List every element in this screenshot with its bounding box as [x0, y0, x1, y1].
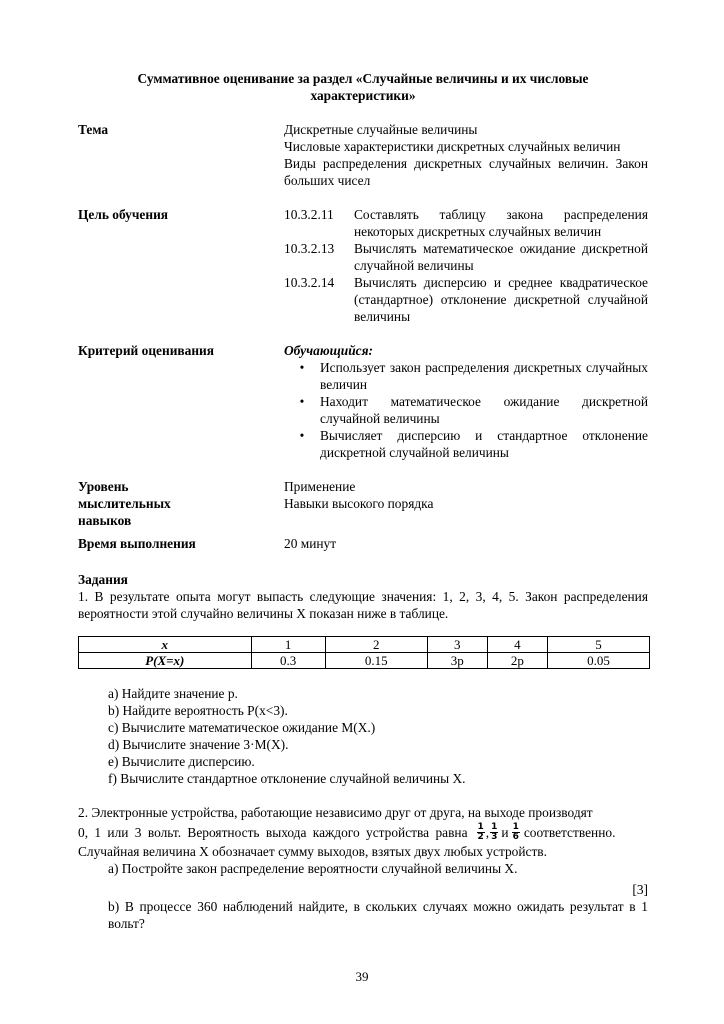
topic-row	[78, 121, 648, 189]
title-line-1: Суммативное оценивание за раздел «Случайные величины и их числовые	[137, 71, 589, 86]
criteria-intro: Обучающийся:	[284, 343, 373, 358]
task-2-question-a: a) Постройте закон распределение вероятности случайной величины X.	[108, 861, 518, 876]
goal-item	[284, 240, 648, 274]
task-2-text: соответственно.	[523, 824, 616, 840]
bullet-icon: •	[299, 360, 305, 375]
fraction: $\frac{1}{6}$	[512, 821, 519, 842]
time-label: Время выполнения	[78, 536, 196, 551]
goal-text: Вычислять математическое ожидание дискретной случайной величины	[354, 241, 648, 273]
task-2-text: 0, 1 или 3 вольт. Вероятность выхода каждого устройства равна	[78, 824, 468, 840]
skills-item: Навыки высокого порядка	[284, 496, 434, 511]
table-cell: 3p	[427, 653, 487, 669]
and-word: и	[501, 824, 509, 840]
table-cell: 0.05	[547, 653, 649, 669]
skills-label-part: Уровень мыслительных	[78, 479, 171, 511]
table-cell: 2p	[487, 653, 547, 669]
topic-item: Виды распределения дискретных случайных величин. Закон больших чисел	[284, 156, 648, 188]
meta-section	[78, 121, 648, 552]
goal-code: 10.3.2.14	[284, 275, 335, 290]
document-title	[78, 70, 648, 104]
goal-text: Вычислять дисперсию и среднее квадратическое (стандартное) отклонение дискретной случайной величины	[354, 275, 648, 324]
skills-value	[284, 478, 648, 529]
question-item: b) Найдите вероятность P(x<3).	[108, 703, 288, 718]
goal-code: 10.3.2.13	[284, 241, 335, 256]
table-row	[79, 653, 650, 669]
task-2	[78, 804, 648, 932]
skills-label-line: навыков	[78, 513, 132, 528]
goal-text: Составлять таблицу закона распределения некоторых дискретных случайных величин	[354, 207, 648, 239]
title-line-2: характеристики»	[310, 88, 416, 103]
tasks-heading: Задания	[78, 572, 128, 587]
goal-code: 10.3.2.11	[284, 207, 334, 222]
question-item: f) Вычислите стандартное отклонение случайной величины X.	[108, 771, 466, 786]
task-2-question-b: b) В процессе 360 наблюдений найдите, в скольких случаях можно ожидать результат в 1 вольт?	[108, 899, 648, 931]
topic-item: Числовые характеристики дискретных случайных величин	[284, 139, 621, 154]
topic-item: Дискретные случайные величины	[284, 122, 478, 137]
table-cell: 3	[427, 637, 487, 653]
bullet-icon: •	[299, 428, 305, 443]
task-1-questions	[78, 685, 648, 787]
question-item: a) Найдите значение p.	[108, 686, 238, 701]
criteria-item	[284, 427, 648, 461]
time-value: 20 минут	[284, 536, 337, 551]
criteria-label: Критерий оценивания	[78, 343, 215, 358]
bullet-icon: •	[299, 394, 305, 409]
question-item: e) Вычислите дисперсию.	[108, 754, 255, 769]
table-cell: 0.15	[325, 653, 427, 669]
goal-value	[284, 206, 648, 325]
table-row	[79, 637, 650, 653]
skills-row	[78, 478, 648, 529]
question-item: d) Вычислите значение 3·M(X).	[108, 737, 289, 752]
table-cell: 4	[487, 637, 547, 653]
criteria-value	[284, 342, 648, 461]
tasks-section	[78, 571, 648, 932]
task-2-mark: [3]	[632, 882, 648, 897]
table-cell: 5	[547, 637, 649, 653]
goal-item	[284, 206, 648, 240]
page-number: 39	[355, 969, 369, 984]
table-cell: 1	[251, 637, 325, 653]
skills-label-line	[78, 478, 284, 512]
table-cell: 0.3	[251, 653, 325, 669]
goal-row	[78, 206, 648, 325]
task-1-text: 1. В результате опыта могут выпасть следующие значения: 1, 2, 3, 4, 5. Закон распределения вероятности этой случайно величины X показан ниже в таблице.	[78, 589, 648, 621]
table-header-cell: x	[79, 637, 252, 653]
fraction-group: $\frac{1}{2}$ , $\frac{1}{3}$ и $\frac{1}{6}$	[477, 821, 519, 842]
criteria-text: Находит математическое ожидание дискретной случайной величины	[320, 394, 648, 426]
criteria-row	[78, 342, 648, 461]
table-header-cell: P(X=x)	[79, 653, 252, 669]
topic-label: Тема	[78, 122, 109, 137]
fraction: $\frac{1}{2}$	[477, 821, 484, 842]
question-item: c) Вычислите математическое ожидание M(X.)	[108, 720, 376, 735]
fraction: $\frac{1}{3}$	[491, 821, 498, 842]
task-2-line: Случайная величина X обозначает сумму выходов, взятых двух любых устройств.	[78, 844, 547, 859]
criteria-text: Использует закон распределения дискретных случайных величин	[320, 360, 648, 392]
goal-item	[284, 274, 648, 325]
criteria-item	[284, 359, 648, 393]
skills-item: Применение	[284, 479, 356, 494]
skills-label	[78, 478, 284, 529]
criteria-text: Вычисляет дисперсию и стандартное отклонение дискретной случайной величины	[320, 428, 648, 460]
time-row	[78, 535, 648, 552]
distribution-table	[78, 636, 650, 669]
document-page	[78, 70, 648, 932]
task-2-line: 2. Электронные устройства, работающие независимо друг от друга, на выходе производят	[78, 805, 593, 820]
table-cell: 2	[325, 637, 427, 653]
topic-value	[284, 121, 648, 189]
criteria-item	[284, 393, 648, 427]
task-2-line	[78, 821, 648, 843]
goal-label: Цель обучения	[78, 207, 169, 222]
